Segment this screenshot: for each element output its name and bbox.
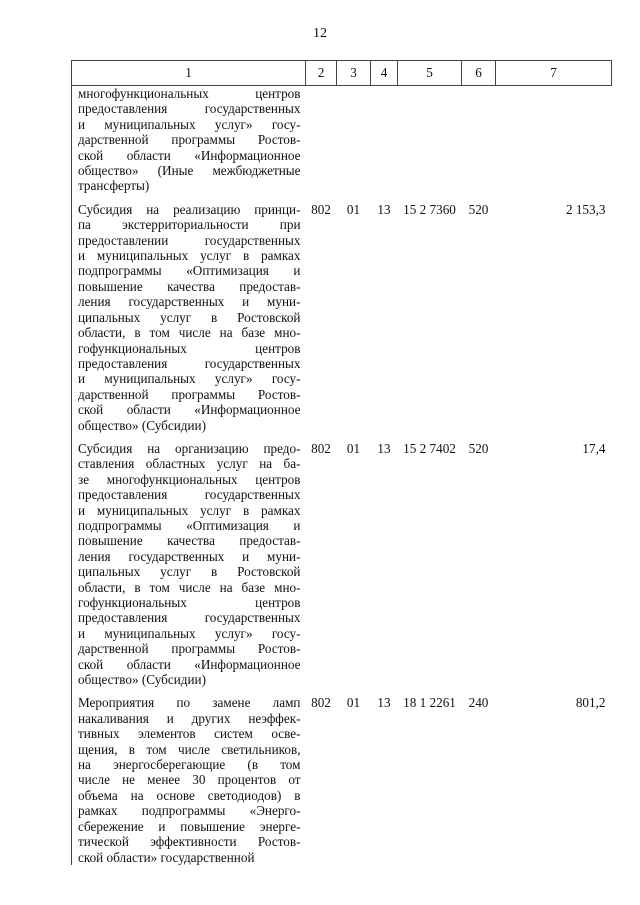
- cell-subsection: 13: [377, 440, 391, 456]
- description-line: накаливания и других неэффек-: [78, 710, 301, 726]
- description-line: предоставлении государственных: [78, 232, 301, 248]
- cell-target-article: 15 2 7360: [403, 201, 456, 217]
- header-col-3: 3: [337, 61, 371, 86]
- description-line: области, в том числе на базе мно-: [78, 325, 301, 341]
- description-line: ской области» государственной: [78, 849, 255, 865]
- description-line: дарственной программы Ростов-: [78, 386, 301, 402]
- row-description: [72, 441, 306, 696]
- description-line: подпрограммы «Оптимизация и: [78, 517, 301, 533]
- description-line: дарственной программы Ростов-: [78, 132, 301, 148]
- description-line: предоставления государственных: [78, 101, 301, 117]
- table-row: [72, 86, 612, 202]
- description-line: зе многофункциональных центров: [78, 471, 301, 487]
- description-line: ской области «Информационное: [78, 656, 301, 672]
- cell-section: [337, 86, 371, 202]
- cell-ministry-code: [306, 86, 337, 202]
- description-line: общество» (Субсидии): [78, 672, 206, 688]
- description-line: па экстерриториальности при: [78, 217, 301, 233]
- description-line: и муниципальных услуг» госу-: [78, 116, 301, 132]
- cell-target-article: [398, 86, 462, 202]
- description-line: на энергосберегающие (в том: [78, 757, 301, 773]
- table-header: [72, 61, 612, 86]
- cell-target-article: 18 1 2261: [403, 695, 456, 711]
- description-line: ления государственных и муни-: [78, 548, 301, 564]
- description-line: ской области «Информационное: [78, 402, 301, 418]
- description-line: повышение качества предостав-: [78, 533, 301, 549]
- description-line: ставления областных услуг на ба-: [78, 456, 301, 472]
- cell-section: 01: [346, 201, 361, 217]
- description-line: и муниципальных услуг в рамках: [78, 248, 301, 264]
- description-line: подпрограммы «Оптимизация и: [78, 263, 301, 279]
- cell-expense-type: [462, 86, 496, 202]
- row-description: [72, 202, 306, 441]
- budget-table: [71, 60, 612, 865]
- description-line: Субсидия на организацию предо-: [78, 440, 301, 456]
- row-description: [72, 86, 306, 202]
- description-line: гофункциональных центров: [78, 340, 301, 356]
- cell-ministry-code: 802: [311, 440, 331, 456]
- cell-target-article: 15 2 7402: [403, 440, 456, 456]
- description-line: дарственной программы Ростов-: [78, 641, 301, 657]
- header-col-6: 6: [462, 61, 496, 86]
- cell-ministry-code: 802: [311, 201, 331, 217]
- description-line: тической эффективности Ростов-: [78, 834, 301, 850]
- description-line: объема на основе светодиодов) в: [78, 787, 301, 803]
- description-line: рамках подпрограммы «Энерго-: [78, 803, 301, 819]
- description-line: Мероприятия по замене ламп: [78, 695, 301, 711]
- description-line: и муниципальных услуг в рамках: [78, 502, 301, 518]
- description-line: ской области «Информационное: [78, 147, 301, 163]
- cell-amount: 2 153,3: [565, 201, 606, 217]
- description-line: и муниципальных услуг» госу-: [78, 625, 301, 641]
- description-line: сбережение и повышение энерге-: [78, 818, 301, 834]
- header-col-1: 1: [72, 61, 306, 86]
- row-description: [72, 695, 306, 864]
- header-col-5: 5: [398, 61, 462, 86]
- cell-section: 01: [346, 440, 361, 456]
- description-line: Субсидия на реализацию принци-: [78, 201, 301, 217]
- description-line: ципальных услуг в Ростовской: [78, 564, 301, 580]
- header-col-4: 4: [371, 61, 398, 86]
- description-line: повышение качества предостав-: [78, 278, 301, 294]
- cell-expense-type: 240: [468, 695, 489, 711]
- cell-ministry-code: 802: [311, 695, 331, 711]
- header-col-7: 7: [496, 61, 612, 86]
- description-line: предоставления государственных: [78, 487, 301, 503]
- description-line: предоставления государственных: [78, 355, 301, 371]
- table-row: [72, 695, 612, 864]
- table-row: [72, 441, 612, 696]
- description-line: области, в том числе на базе мно-: [78, 579, 301, 595]
- cell-subsection: 13: [377, 201, 391, 217]
- cell-expense-type: 520: [468, 440, 489, 456]
- description-line: трансферты): [78, 178, 150, 194]
- cell-section: 01: [346, 695, 361, 711]
- description-line: и муниципальных услуг» госу-: [78, 371, 301, 387]
- description-line: гофункциональных центров: [78, 595, 301, 610]
- cell-amount: 17,4: [582, 440, 606, 456]
- description-line: ципальных услуг в Ростовской: [78, 309, 301, 325]
- cell-subsection: 13: [377, 695, 391, 711]
- cell-amount: [496, 86, 612, 202]
- page-number: 12: [313, 26, 327, 41]
- header-col-2: 2: [306, 61, 337, 86]
- description-line: тивных элементов систем осве-: [78, 726, 301, 742]
- cell-subsection: [371, 86, 398, 202]
- description-line: многофункциональных центров: [78, 86, 301, 101]
- cell-amount: 801,2: [575, 695, 606, 711]
- description-line: числе не менее 30 процентов от: [78, 772, 301, 788]
- description-line: щения, в том числе светильников,: [78, 741, 301, 757]
- description-line: предоставления государственных: [78, 610, 301, 626]
- table-body: [72, 86, 612, 865]
- description-line: общество» (Субсидии): [78, 417, 206, 433]
- cell-expense-type: 520: [468, 201, 489, 217]
- description-line: ления государственных и муни-: [78, 294, 301, 310]
- table-row: [72, 202, 612, 441]
- description-line: общество» (Иные межбюджетные: [78, 163, 301, 179]
